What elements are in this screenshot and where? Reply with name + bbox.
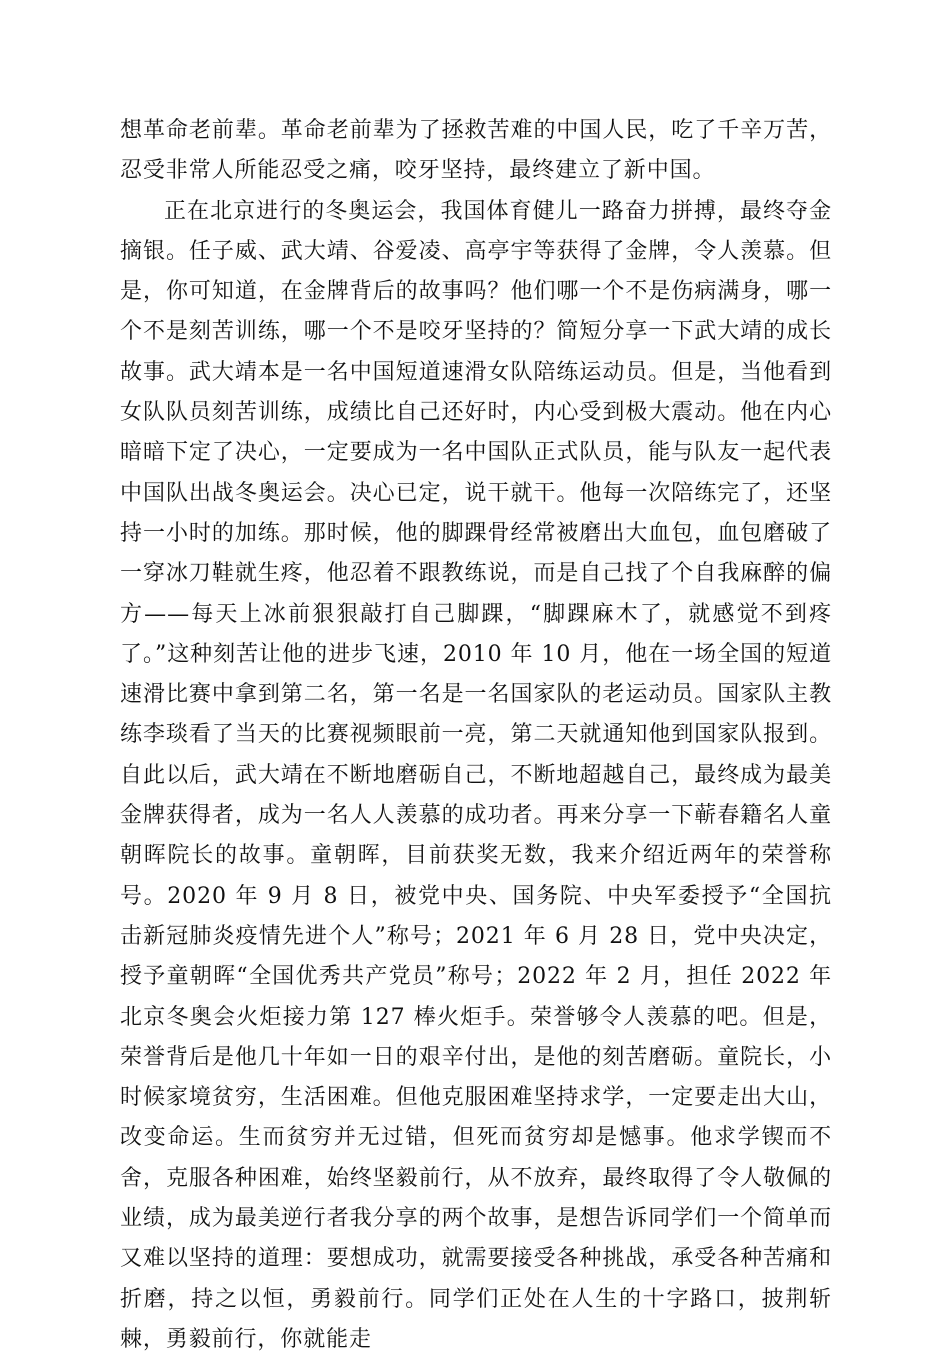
document-page — [120, 111, 832, 1360]
paragraph-winter-olympics: 正在北京进行的冬奥运会，我国体育健儿一路奋力拼搏，最终夺金摘银。任子威、武大靖、谷爱凌、高亭宇等获得了金牌，令人羡慕。但是，你可知道，在金牌背后的故事吗？他们哪一个不是伤病满身，哪一个不是刻苦训练，哪一个不是咬牙坚持的？简短分享一下武大靖的成长故事。武大靖本是一名中国短道速滑女队陪练运动员。但是，当他看到女队队员刻苦训练，成绩比自己还好时，内心受到极大震动。他在内心暗暗下定了决心，一定要成为一名中国队正式队员，能与队友一起代表中国队出战冬奥运会。决心已定，说干就干。他每一次陪练完了，还坚持一小时的加练。那时候，他的脚踝骨经常被磨出大血包，血包磨破了一穿冰刀鞋就生疼，他忍着不跟教练说，而是自己找了个自我麻醉的偏方——每天上冰前狠狠敲打自己脚踝，“脚踝麻木了，就感觉不到疼了。”这种刻苦让他的进步飞速，2010 年 10 月，他在一场全国的短道速滑比赛中拿到第二名，第一名是一名国家队的老运动员。国家队主教练李琰看了当天的比赛视频眼前一亮，第二天就通知他到国家队报到。自此以后，武大靖在不断地磨砺自己，不断地超越自己，最终成为最美金牌获得者，成为一名人人羡慕的成功者。再来分享一下蕲春籍名人童朝晖院长的故事。童朝晖，目前获奖无数，我来介绍近两年的荣誉称号。2020 年 9 月 8 日，被党中央、国务院、中央军委授予“全国抗击新冠肺炎疫情先进个人”称号；2021 年 6 月 28 日，党中央决定，授予童朝晖“全国优秀共产党员”称号；2022 年 2 月，担任 2022 年北京冬奥会火炬接力第 127 棒火炬手。荣誉够令人羡慕的吧。但是，荣誉背后是他几十年如一日的艰辛付出，是他的刻苦磨砺。童院长，小时候家境贫穷，生活困难。但他克服困难坚持求学，一定要走出大山，改变命运。生而贫穷并无过错，但死而贫穷却是憾事。他求学锲而不舍，克服各种困难，始终坚毅前行，从不放弃，最终取得了令人敬佩的业绩，成为最美逆行者我分享的两个故事，是想告诉同学们一个简单而又难以坚持的道理：要想成功，就需要接受各种挑战，承受各种苦痛和折磨，持之以恒，勇毅前行。同学们正处在人生的十字路口，披荆斩棘，勇毅前行，你就能走 — [120, 198, 832, 1352]
paragraph-continuation: 想革命老前辈。革命老前辈为了拯救苦难的中国人民，吃了千辛万苦，忍受非常人所能忍受之痛，咬牙坚持，最终建立了新中国。 — [120, 118, 832, 184]
